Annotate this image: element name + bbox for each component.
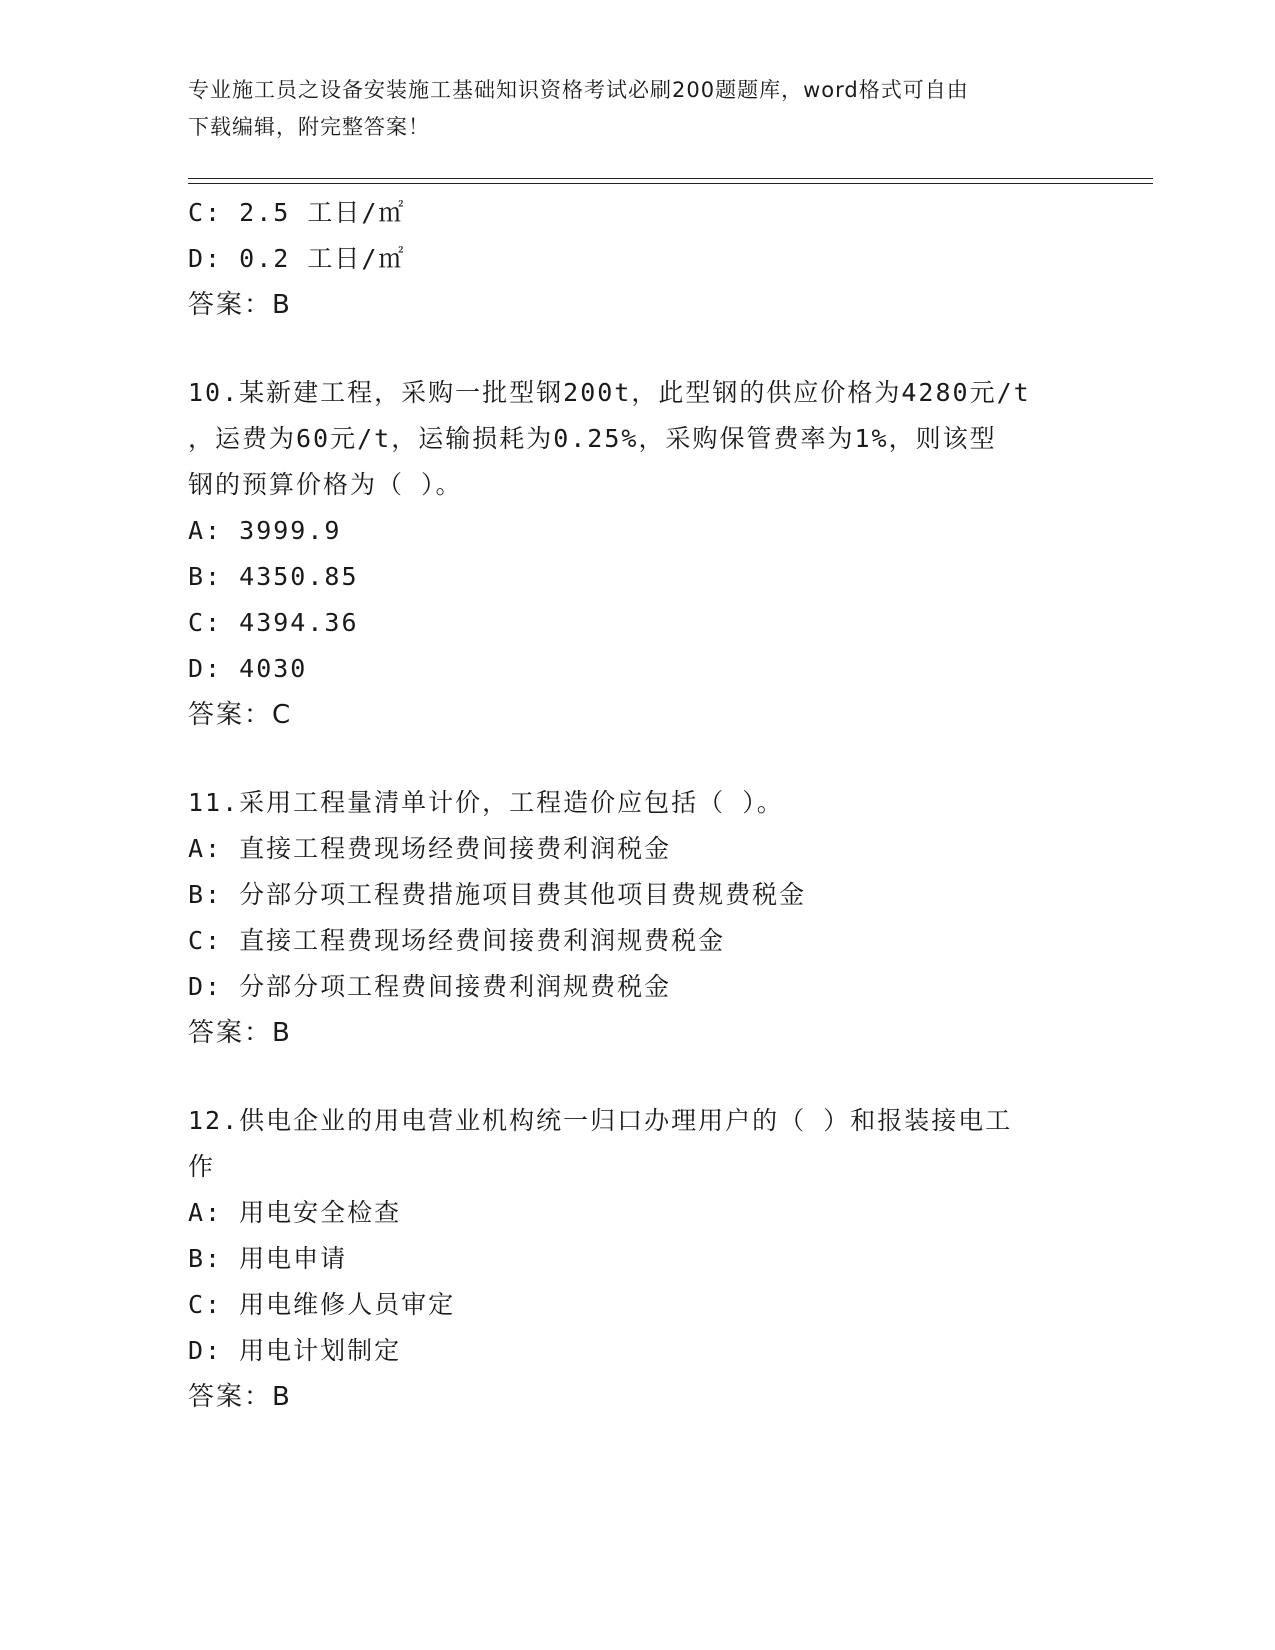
option-c: C: 2.5 工日/㎡ bbox=[188, 198, 406, 227]
answer-label: 答案：B bbox=[188, 1382, 292, 1412]
question-text-line: 钢的预算价格为（ ）。 bbox=[188, 470, 463, 499]
question-text-line: 作 bbox=[188, 1152, 216, 1181]
answer-label: 答案：C bbox=[188, 700, 293, 730]
header-divider-bottom bbox=[188, 183, 1153, 184]
option-b: B: 4350.85 bbox=[188, 562, 359, 591]
option-b: B: 分部分项工程费措施项目费其他项目费规费税金 bbox=[188, 880, 807, 909]
question-10 bbox=[188, 370, 1068, 738]
option-a: A: 用电安全检查 bbox=[188, 1198, 402, 1227]
option-c: C: 用电维修人员审定 bbox=[188, 1290, 456, 1319]
option-b: B: 用电申请 bbox=[188, 1244, 348, 1273]
question-text-line: ，运费为60元/t，运输损耗为0.25%，采购保管费率为1%，则该型 bbox=[188, 424, 997, 453]
option-a: A: 直接工程费现场经费间接费利润税金 bbox=[188, 834, 672, 863]
header-title-line-2: 下载编辑，附完整答案！ bbox=[188, 115, 430, 139]
option-d: D: 4030 bbox=[188, 654, 308, 683]
option-d: D: 分部分项工程费间接费利润规费税金 bbox=[188, 972, 672, 1001]
option-a: A: 3999.9 bbox=[188, 516, 342, 545]
question-text-line: 11.采用工程量清单计价，工程造价应包括（ ）。 bbox=[188, 788, 784, 817]
option-c: C: 4394.36 bbox=[188, 608, 359, 637]
question-12 bbox=[188, 1098, 1068, 1420]
option-d: D: 0.2 工日/㎡ bbox=[188, 244, 406, 273]
question-text-line: 10.某新建工程，采购一批型钢200t，此型钢的供应价格为4280元/t bbox=[188, 378, 1031, 407]
option-d: D: 用电计划制定 bbox=[188, 1336, 402, 1365]
answer-label: 答案：B bbox=[188, 290, 292, 320]
header-divider-top bbox=[188, 178, 1153, 179]
question-partial bbox=[188, 190, 1068, 328]
question-text-line: 12.供电企业的用电营业机构统一归口办理用户的（ ）和报装接电工 bbox=[188, 1106, 1013, 1135]
answer-label: 答案：B bbox=[188, 1018, 292, 1048]
question-list bbox=[188, 190, 1068, 1420]
question-11 bbox=[188, 780, 1068, 1056]
document-header bbox=[188, 72, 1068, 146]
header-title-line-1: 专业施工员之设备安装施工基础知识资格考试必刷200题题库，word格式可自由 bbox=[188, 78, 969, 102]
option-c: C: 直接工程费现场经费间接费利润规费税金 bbox=[188, 926, 726, 955]
